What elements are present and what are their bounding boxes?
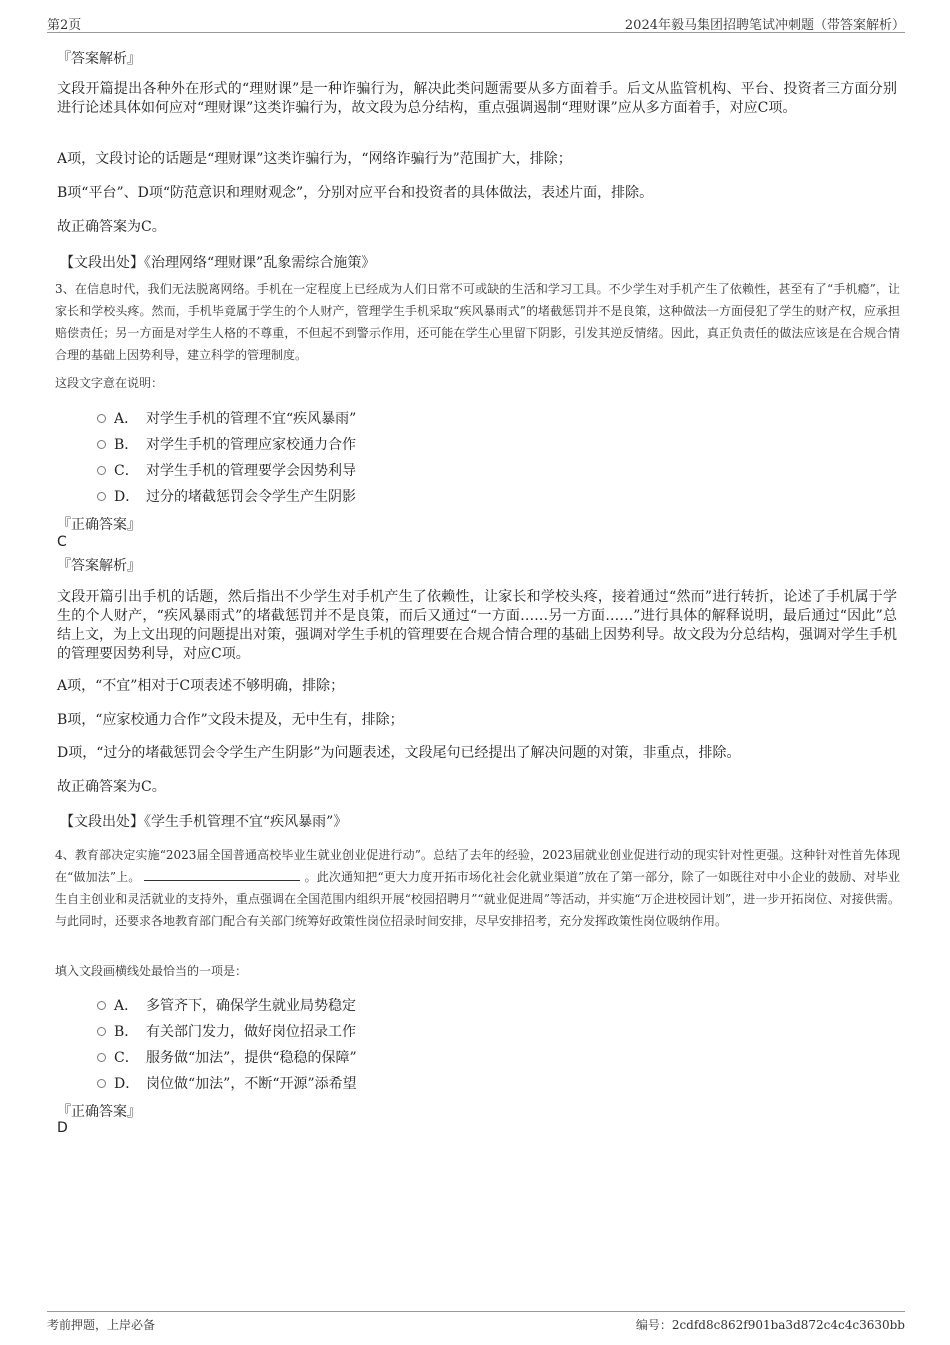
correct-answer-label: 『正确答案』 — [57, 1104, 141, 1120]
question-3-stem: 这段文字意在说明： — [55, 376, 164, 390]
radio-icon[interactable] — [97, 1001, 106, 1010]
analysis-option-d: D项，“过分的堵截惩罚会令学生产生阴影”为问题表述，文段尾句已经提出了解决问题的对策，非重点，排除。 — [57, 745, 741, 761]
radio-icon[interactable] — [97, 440, 106, 449]
radio-icon[interactable] — [97, 492, 106, 501]
source: 【文段出处】《治理网络“理财课”乱象需综合施策》 — [60, 255, 376, 271]
analysis-label: 『答案解析』 — [57, 558, 141, 574]
analysis-option-a: A项，文段讨论的话题是“理财课”这类诈骗行为，“网络诈骗行为”范围扩大，排除； — [57, 151, 572, 167]
radio-icon[interactable] — [97, 1079, 106, 1088]
question-4-option-b[interactable]: B． 有关部门发力，做好岗位招录工作 — [97, 1021, 356, 1041]
conclusion: 故正确答案为C。 — [57, 779, 166, 795]
analysis-option-a: A项，“不宜”相对于C项表述不够明确，排除； — [57, 678, 345, 694]
radio-icon[interactable] — [97, 1053, 106, 1062]
analysis-label: 『答案解析』 — [57, 51, 141, 67]
analysis-option-b: B项，“应家校通力合作”文段未提及，无中生有，排除； — [57, 712, 404, 728]
question-4-text: 4、教育部决定实施“2023届全国普通高校毕业生就业创业促进行动”。总结了去年的经验，2023届就业创业促进行动的现实针对性更强。这种针对性首先体现在“做加法”上。 。此次通知把“更大力度开拓市场化社会化就业渠道”放在了第一部分，除了一如既往对中小企业的鼓励、对毕业生自主创业和灵活就业的支持外，重点强调在全国范围内组织开展“校园招聘月”“就业促进周”等活动，并实施“万企进校园计划”，进一步开拓岗位、对接供需。与此同时，还要求各地教育部门配合有关部门统筹好政策性岗位招录时间安排，尽早安排招考，充分发挥政策性岗位吸纳作用。 — [55, 848, 900, 928]
question-3-option-a[interactable]: A． 对学生手机的管理不宜“疾风暴雨” — [97, 408, 356, 428]
fill-in-blank — [144, 868, 300, 881]
correct-answer-label: 『正确答案』 — [57, 517, 141, 533]
conclusion: 故正确答案为C。 — [57, 219, 166, 235]
question-4-option-c[interactable]: C． 服务做“加法”，提供“稳稳的保障” — [97, 1047, 357, 1067]
source: 【文段出处】《学生手机管理不宜“疾风暴雨”》 — [60, 814, 348, 830]
serial-number: 编号：2cdfd8c862f901ba3d872c4c4c3630bb — [635, 1318, 905, 1332]
radio-icon[interactable] — [97, 414, 106, 423]
page-number: 第2页 — [47, 18, 82, 33]
question-3-option-c[interactable]: C． 对学生手机的管理要学会因势利导 — [97, 460, 356, 480]
correct-answer: D — [57, 1120, 68, 1136]
question-4-stem: 填入文段画横线处最恰当的一项是： — [55, 964, 248, 978]
document-title: 2024年毅马集团招聘笔试冲刺题（带答案解析） — [624, 18, 905, 33]
analysis-text: 文段开篇提出各种外在形式的“理财课”是一种诈骗行为，解决此类问题需要从多方面着手。后文从监管机构、平台、投资者三方面分别进行论述具体如何应对“理财课”这类诈骗行为，故文段为总分结构，重点强调遏制“理财课”应从多方面着手，对应C项。 — [57, 81, 897, 116]
correct-answer: C — [57, 534, 67, 550]
question-3-text: 3、在信息时代，我们无法脱离网络。手机在一定程度上已经成为人们日常不可或缺的生活和学习工具。不少学生对手机产生了依赖性，甚至有了“手机瘾”，让家长和学校头疼。然而，手机毕竟属于学生的个人财产，管理学生手机采取“疾风暴雨式”的堵截惩罚并不是良策，这种做法一方面侵犯了学生的财产权，应承担赔偿责任；另一方面是对学生人格的不尊重，不但起不到警示作用，还可能在学生心里留下阴影，引发其逆反情绪。因此，真正负责任的做法应该是在合规合情合理的基础上因势利导，建立科学的管理制度。 — [55, 282, 900, 362]
page-footer — [47, 1311, 905, 1332]
question-4-option-a[interactable]: A． 多管齐下，确保学生就业局势稳定 — [97, 995, 356, 1015]
analysis-option-bd: B项“平台”、D项“防范意识和理财观念”，分别对应平台和投资者的具体做法，表述片面，排除。 — [57, 185, 654, 201]
radio-icon[interactable] — [97, 1027, 106, 1036]
footer-slogan: 考前押题，上岸必备 — [47, 1318, 156, 1332]
analysis-text: 文段开篇引出手机的话题，然后指出不少学生对手机产生了依赖性，让家长和学校头疼，接着通过“然而”进行转折，论述了手机属于学生的个人财产，“疾风暴雨式”的堵截惩罚并不是良策，而后又通过“一方面……另一方面……”进行具体的解释说明，最后通过“因此”总结上文，为上文出现的问题提出对策，强调对学生手机的管理要在合规合情合理的基础上因势利导。故文段为分总结构，强调对学生手机的管理要因势利导，对应C项。 — [57, 589, 897, 662]
question-4-option-d[interactable]: D． 岗位做“加法”，不断“开源”添希望 — [97, 1073, 357, 1093]
question-3-option-b[interactable]: B． 对学生手机的管理应家校通力合作 — [97, 434, 356, 454]
radio-icon[interactable] — [97, 466, 106, 475]
question-3-option-d[interactable]: D． 过分的堵截惩罚会令学生产生阴影 — [97, 486, 356, 506]
page-header — [47, 14, 905, 33]
